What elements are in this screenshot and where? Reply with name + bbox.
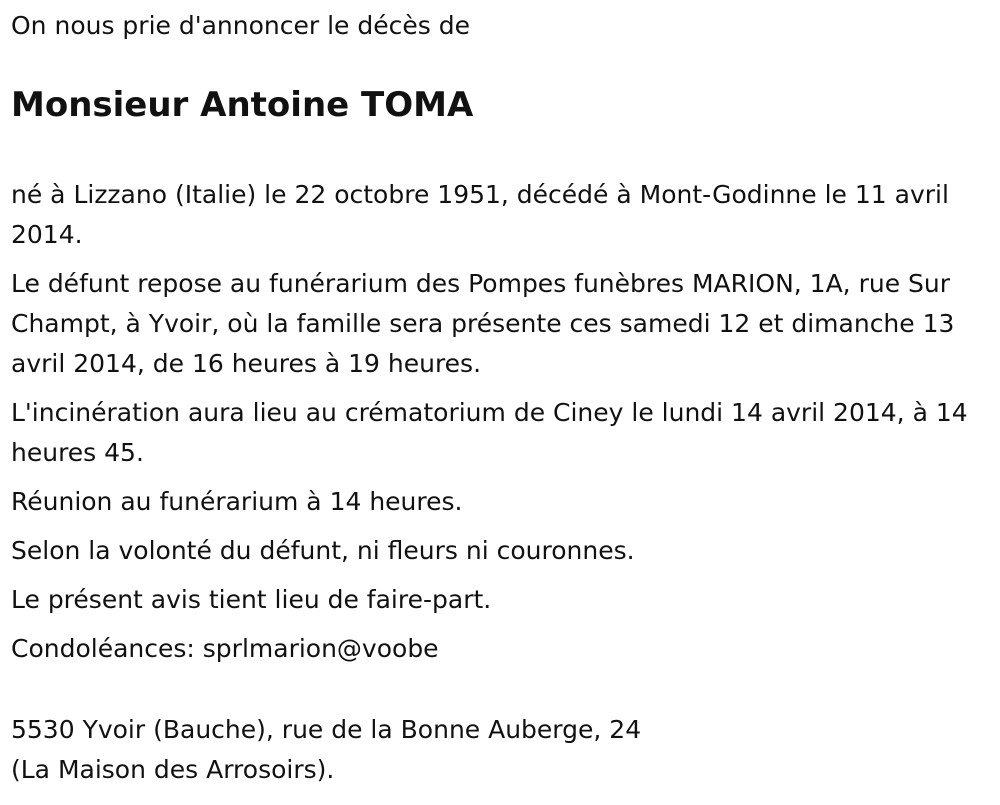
family-address [11,710,990,790]
announcement-note: Le présent avis tient lieu de faire-part. [11,585,492,614]
flowers-wish: Selon la volonté du défunt, ni fleurs ni couronnes. [11,536,635,565]
cremation-details: L'incinération aura lieu au crématorium de Ciney le lundi 14 avril 2014, à 14 heures 45. [11,398,968,467]
condolences-contact: Condoléances: sprlmarion@voobe [11,634,439,663]
address-line-1: 5530 Yvoir (Bauche), rue de la Bonne Auberge, 24 [11,715,642,744]
notice-body [11,175,990,669]
notice-intro: On nous prie d'annoncer le décès de [11,11,470,40]
birth-death-details: né à Lizzano (Italie) le 22 octobre 1951, décédé à Mont-Godinne le 11 avril 2014. [11,180,949,249]
deceased-name: Monsieur Antoine TOMA [11,85,474,125]
visitation-details: Le défunt repose au funérarium des Pompes funèbres MARION, 1A, rue Sur Champt, à Yvoir, où la famille sera présente ces samedi 12 et dimanche 13 avril 2014, de 16 heures à 19 heures. [11,269,955,378]
address-line-2: (La Maison des Arrosoirs). [11,755,335,784]
gathering-details: Réunion au funérarium à 14 heures. [11,487,463,516]
